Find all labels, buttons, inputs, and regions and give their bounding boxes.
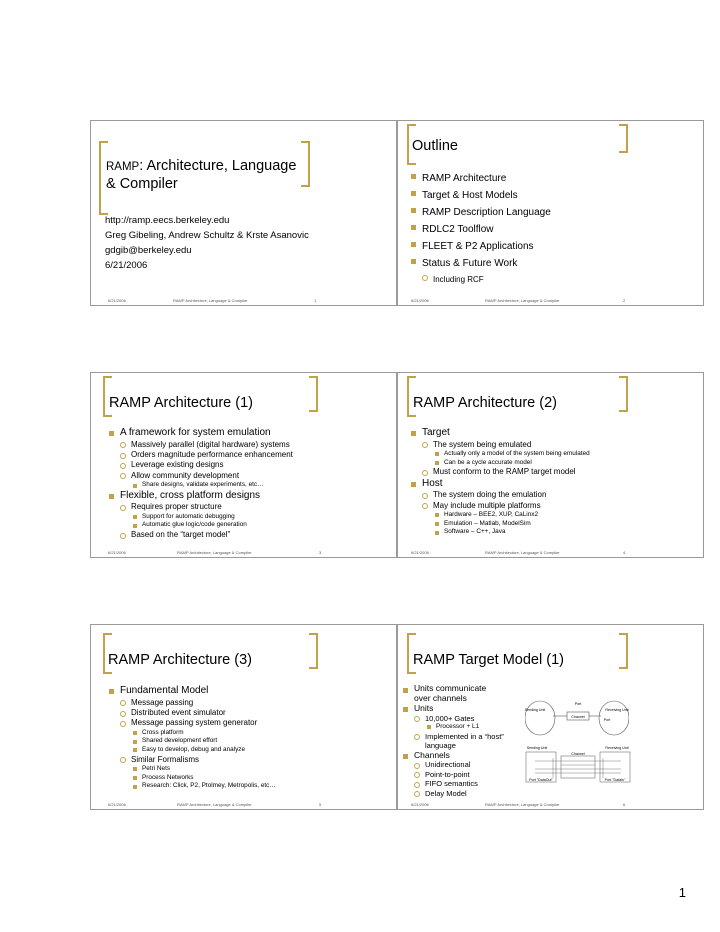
slide-title: RAMP: Architecture, Language & Compiler bbox=[106, 158, 297, 192]
list-item: Target & Host Models bbox=[409, 187, 551, 204]
list-item: Status & Future Work bbox=[409, 255, 551, 272]
list-item: Massively parallel (digital hardware) systems bbox=[107, 440, 293, 450]
bullet-list bbox=[401, 684, 504, 798]
channel-label: Channel bbox=[571, 752, 585, 756]
sending-unit-label: Sending Unit bbox=[526, 746, 548, 750]
slide-3: RAMP Architecture (1) A framework for system emulation Massively parallel (digital hardware) systems Orders magnitude performance enhancement Leverage existing designs Allow community development Share designs, validate experiments, etc… Flexible, cross platform designs Requires proper structure Support for automatic debugging Automatic glue logic/code generation Based on the “target model” 6/21/2006 RAMP Architecture, Language & Compiler 3 bbox=[90, 372, 397, 558]
slide-title: RAMP Architecture (3) bbox=[108, 652, 252, 668]
right-bracket bbox=[309, 376, 318, 412]
list-item: Based on the “target model” bbox=[107, 530, 293, 540]
list-item: Message passing system generator bbox=[107, 718, 276, 728]
list-item: Emulation – Matlab, ModelSim bbox=[409, 520, 590, 529]
slide-6: RAMP Target Model (1) Units communicate over channels Units 10,000+ Gates Processor + L1 Implemented in a “host” language Channels Unidirectional Point-to-point FIFO semantics Delay Model Port Sending Unit Channel Receiving Unit Port Sending Unit Receiving Unit Channel Port "DataOut" Port "DataIn" 6/21/2006 RAMP Architecture, Language & Compiler 6 bbox=[397, 624, 704, 810]
list-item: Flexible, cross platform designs bbox=[107, 490, 293, 503]
list-item: Cross platform bbox=[107, 729, 276, 738]
list-item: Units communicate bbox=[401, 684, 504, 694]
channel-label: Channel bbox=[571, 715, 585, 719]
list-item: The system being emulated bbox=[409, 440, 590, 450]
slide-1: RAMP: Architecture, Language & Compiler http://ramp.eecs.berkeley.edu Greg Gibeling, Andrew Schultz & Krste Asanovic gdgib@berkeley.edu 6/21/2006 6/21/2006 RAMP Architecture, Language & Compiler 1 bbox=[90, 120, 397, 306]
unit-channel-diagram bbox=[525, 697, 629, 741]
list-item: Process Networks bbox=[107, 774, 276, 783]
list-item: Including RCF bbox=[409, 272, 551, 287]
list-item: 10,000+ Gates bbox=[401, 714, 504, 724]
list-item: RDLC2 Toolflow bbox=[409, 221, 551, 238]
sending-unit-label: Sending Unit bbox=[525, 708, 546, 712]
list-item: over channels bbox=[414, 692, 467, 703]
right-bracket bbox=[619, 124, 628, 153]
info-date: 6/21/2006 bbox=[105, 260, 148, 271]
list-item: Can be a cycle accurate model bbox=[409, 459, 590, 468]
list-item: Delay Model bbox=[401, 789, 504, 799]
port-dataout-label: Port "DataOut" bbox=[529, 778, 553, 782]
right-bracket bbox=[619, 376, 628, 412]
slide-title: RAMP Architecture (2) bbox=[413, 395, 557, 411]
list-item: A framework for system emulation bbox=[107, 427, 293, 440]
slide-2: Outline RAMP Architecture Target & Host Models RAMP Description Language RDLC2 Toolflow FLEET & P2 Applications Status & Future Work Including RCF 6/21/2006 RAMP Architecture, Language & Compiler 2 bbox=[397, 120, 704, 306]
info-url: http://ramp.eecs.berkeley.edu bbox=[105, 215, 230, 226]
info-email: gdgib@berkeley.edu bbox=[105, 245, 192, 256]
list-item: language bbox=[425, 740, 456, 750]
list-item: The system doing the emulation bbox=[409, 490, 590, 500]
info-authors: Greg Gibeling, Andrew Schultz & Krste Asanovic bbox=[105, 230, 309, 241]
slide-title: RAMP Target Model (1) bbox=[413, 652, 564, 668]
port-datain-label: Port "DataIn" bbox=[604, 778, 626, 782]
list-item: Target bbox=[409, 427, 590, 440]
slide-4: RAMP Architecture (2) Target The system being emulated Actually only a model of the system being emulated Can be a cycle accurate model Must conform to the RAMP target model Host The system doing the emulation May include multiple platforms Hardware – BEE2, XUP, CaLinx2 Emulation – Matlab, ModelSim Software – C++, Java 6/21/2006 RAMP Architecture, Language & Compiler 4 bbox=[397, 372, 704, 558]
list-item: Hardware – BEE2, XUP, CaLinx2 bbox=[409, 511, 590, 520]
list-item: Orders magnitude performance enhancement bbox=[107, 450, 293, 460]
list-item: Support for automatic debugging bbox=[107, 513, 293, 522]
receiving-unit-label: Receiving Unit bbox=[605, 708, 629, 712]
list-item: Unidirectional bbox=[401, 760, 504, 770]
list-item: Allow community development bbox=[107, 471, 293, 481]
list-item: Share designs, validate experiments, etc… bbox=[107, 481, 293, 490]
list-item: Point-to-point bbox=[401, 770, 504, 780]
list-item: Similar Formalisms bbox=[107, 755, 276, 765]
receiving-unit-label: Receiving Unit bbox=[605, 746, 629, 750]
channel-detail-diagram bbox=[523, 743, 633, 787]
list-item: Channels bbox=[401, 750, 504, 761]
list-item: Actually only a model of the system being emulated bbox=[409, 450, 590, 459]
list-item: Units bbox=[401, 703, 504, 714]
slide-title: RAMP Architecture (1) bbox=[109, 395, 253, 411]
right-bracket bbox=[309, 633, 318, 669]
bullet-list bbox=[409, 427, 590, 537]
list-item: May include multiple platforms bbox=[409, 501, 590, 511]
right-bracket bbox=[301, 141, 310, 187]
list-item: Software – C++, Java bbox=[409, 528, 590, 537]
list-item: RAMP Description Language bbox=[409, 204, 551, 221]
slide-info bbox=[105, 213, 309, 273]
list-item: Requires proper structure bbox=[107, 502, 293, 512]
list-item: Host bbox=[409, 478, 590, 491]
list-item: FLEET & P2 Applications bbox=[409, 238, 551, 255]
list-item: Automatic glue logic/code generation bbox=[107, 521, 293, 530]
list-item: Processor + L1 bbox=[401, 723, 504, 732]
list-item: Easy to develop, debug and analyze bbox=[107, 746, 276, 755]
bullet-list bbox=[107, 685, 276, 791]
list-item: Research: Click, P2, Ptolmey, Metropolis, etc… bbox=[107, 782, 276, 791]
list-item: RAMP Architecture bbox=[409, 170, 551, 187]
list-item: Fundamental Model bbox=[107, 685, 276, 698]
list-item: Leverage existing designs bbox=[107, 460, 293, 470]
sending-unit-node bbox=[525, 701, 555, 735]
bullet-list bbox=[107, 427, 293, 540]
list-item: Must conform to the RAMP target model bbox=[409, 467, 590, 477]
list-item: FIFO semantics bbox=[401, 779, 504, 789]
list-item: Implemented in a “host” bbox=[401, 732, 504, 741]
port-label: Port bbox=[603, 718, 611, 722]
slide-5: RAMP Architecture (3) Fundamental Model Message passing Distributed event simulator Message passing system generator Cross platform Shared development effort Easy to develop, debug and analyze Similar Formalisms Petri Nets Process Networks Research: Click, P2, Ptolmey, Metropolis, etc… 6/21/2006 RAMP Architecture, Language & Compiler 5 bbox=[90, 624, 397, 810]
port-label: Port bbox=[574, 702, 582, 706]
list-item: Distributed event simulator bbox=[107, 708, 276, 718]
slide-title: Outline bbox=[412, 138, 458, 154]
right-bracket bbox=[619, 633, 628, 669]
channel-box bbox=[561, 756, 595, 778]
list-item: Shared development effort bbox=[107, 737, 276, 746]
bullet-list bbox=[409, 170, 551, 287]
list-item: Petri Nets bbox=[107, 765, 276, 774]
page-number: 1 bbox=[678, 885, 686, 900]
list-item: Message passing bbox=[107, 698, 276, 708]
